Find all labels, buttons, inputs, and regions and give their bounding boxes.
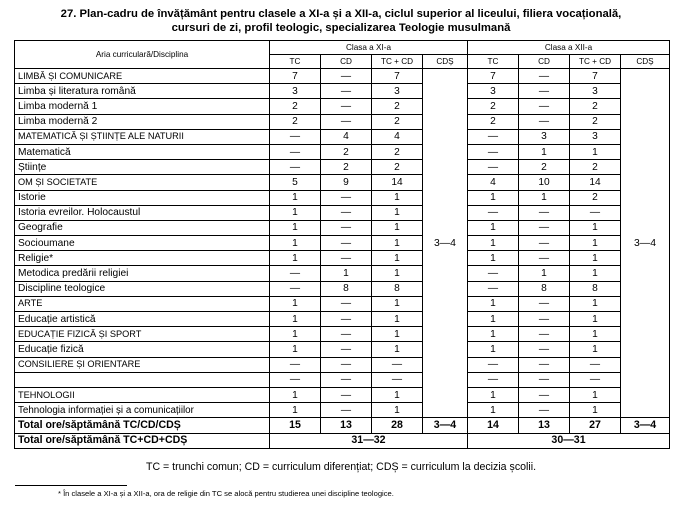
table-row <box>15 129 670 144</box>
g12-tccd-cell: 1 <box>570 236 621 251</box>
row-label: Istorie <box>15 190 270 205</box>
g12-cd-cell: — <box>519 236 570 251</box>
g12-tccd-cell: 2 <box>570 190 621 205</box>
g12-cd-cell: 2 <box>519 160 570 175</box>
g11-tccd-cell: — <box>372 372 423 387</box>
g12-cd-cell: — <box>519 372 570 387</box>
table-row <box>15 327 670 342</box>
g12-tccd-cell: 2 <box>570 160 621 175</box>
g11-tc-cell: 1 <box>270 220 321 235</box>
table-row <box>15 144 670 159</box>
g11-cd-cell: — <box>321 251 372 266</box>
g12-tc-cell: 3 <box>468 84 519 99</box>
total-g12-tccd: 27 <box>570 418 621 433</box>
g11-tc-cell: 1 <box>270 327 321 342</box>
g12-cds-range: 3—4 <box>621 69 670 418</box>
g12-tccd-cell: — <box>570 372 621 387</box>
row-label <box>15 372 270 387</box>
g12-tccd-cell: 1 <box>570 312 621 327</box>
g12-tc-cell: 1 <box>468 387 519 402</box>
g12-cd-cell: 1 <box>519 266 570 281</box>
g11-tccd-cell: 3 <box>372 84 423 99</box>
row-label: Metodica predării religiei <box>15 266 270 281</box>
row-label: Tehnologia informației și a comunicațiilor <box>15 403 270 418</box>
g11-tccd-cell: 1 <box>372 387 423 402</box>
g11-tccd-cell: 4 <box>372 129 423 144</box>
g12-tc-cell: — <box>468 281 519 296</box>
g12-tc-cell: — <box>468 266 519 281</box>
table-row <box>15 114 670 129</box>
row-label: Limba și literatura română <box>15 84 270 99</box>
g12-tccd-cell: 14 <box>570 175 621 190</box>
g11-tc-cell: — <box>270 357 321 372</box>
g12-cd-cell: — <box>519 357 570 372</box>
g12-cd-cell: 1 <box>519 144 570 159</box>
g12-cd-cell: — <box>519 84 570 99</box>
g12-cd-cell: — <box>519 114 570 129</box>
g11-tccd-cell: 1 <box>372 327 423 342</box>
total-g12-cds: 3—4 <box>621 418 670 433</box>
g11-tccd-cell: 2 <box>372 144 423 159</box>
g12-tc-cell: 2 <box>468 114 519 129</box>
g12-cd-cell: — <box>519 251 570 266</box>
g11-tc-cell: — <box>270 144 321 159</box>
g11-tccd-cell: 8 <box>372 281 423 296</box>
g12-tc-cell: — <box>468 129 519 144</box>
g11-cd-cell: — <box>321 357 372 372</box>
table-row <box>15 403 670 418</box>
g12-tc-cell: 7 <box>468 69 519 84</box>
g12-cd-cell: — <box>519 403 570 418</box>
table-row <box>15 387 670 402</box>
row-label: Educație fizică <box>15 342 270 357</box>
g12-tccd-cell: 1 <box>570 342 621 357</box>
g12-tccd-cell: 1 <box>570 296 621 311</box>
table-row <box>15 296 670 311</box>
table-row <box>15 69 670 84</box>
curriculum-body <box>15 69 670 449</box>
g11-tc-cell: — <box>270 281 321 296</box>
row-label: MATEMATICĂ ȘI ȘTIINȚE ALE NATURII <box>15 129 270 144</box>
g12-tc-cell: 2 <box>468 99 519 114</box>
g12-tccd-cell: 1 <box>570 327 621 342</box>
table-row <box>15 160 670 175</box>
g11-cd-cell: — <box>321 387 372 402</box>
g11-cd-cell: — <box>321 327 372 342</box>
g11-tc-cell: — <box>270 160 321 175</box>
row-label: TEHNOLOGII <box>15 387 270 402</box>
table-row <box>15 84 670 99</box>
g11-tccd-cell: 2 <box>372 160 423 175</box>
row-label: Științe <box>15 160 270 175</box>
g11-tccd-cell: 1 <box>372 312 423 327</box>
footnote-text: * În clasele a XI-a și a XII-a, ora de religie din TC se alocă pentru studierea unei discipline teologice. <box>58 489 394 498</box>
g12-tc-cell: 1 <box>468 220 519 235</box>
g11-cd-cell: — <box>321 84 372 99</box>
g11-tccd-cell: — <box>372 357 423 372</box>
total-split-label: Total ore/săptămână TC/CD/CDȘ <box>15 418 270 433</box>
g12-tccd-cell: 1 <box>570 144 621 159</box>
total-g11-tc: 15 <box>270 418 321 433</box>
g11-tccd-cell: 14 <box>372 175 423 190</box>
g12-tccd-header: TC + CD <box>570 55 621 69</box>
row-label: Educație artistică <box>15 312 270 327</box>
g12-tc-cell: — <box>468 160 519 175</box>
g11-cd-cell: — <box>321 99 372 114</box>
g11-cd-cell: — <box>321 205 372 220</box>
table-row <box>15 175 670 190</box>
g11-cd-cell: — <box>321 296 372 311</box>
g12-cd-header: CD <box>519 55 570 69</box>
g11-tc-cell: 7 <box>270 69 321 84</box>
table-row <box>15 266 670 281</box>
row-label: OM ȘI SOCIETATE <box>15 175 270 190</box>
g12-tccd-cell: 1 <box>570 220 621 235</box>
g11-tc-header: TC <box>270 55 321 69</box>
grade11-header: Clasa a XI-a <box>270 41 468 55</box>
g11-cd-cell: 8 <box>321 281 372 296</box>
row-label: CONSILIERE ȘI ORIENTARE <box>15 357 270 372</box>
g12-tc-cell: 1 <box>468 190 519 205</box>
g11-cd-cell: — <box>321 312 372 327</box>
g11-cd-cell: — <box>321 372 372 387</box>
g12-tc-cell: 1 <box>468 342 519 357</box>
g12-tccd-cell: 1 <box>570 251 621 266</box>
g11-tc-cell: 1 <box>270 236 321 251</box>
total-g11-cd: 13 <box>321 418 372 433</box>
g11-tc-cell: 1 <box>270 403 321 418</box>
grade12-header: Clasa a XII-a <box>468 41 670 55</box>
g12-cd-cell: — <box>519 69 570 84</box>
g11-cd-cell: 9 <box>321 175 372 190</box>
row-label: Limba modernă 2 <box>15 114 270 129</box>
g12-tc-header: TC <box>468 55 519 69</box>
row-label: ARTE <box>15 296 270 311</box>
g11-tccd-cell: 1 <box>372 342 423 357</box>
table-row <box>15 342 670 357</box>
g11-tc-cell: 2 <box>270 114 321 129</box>
row-label: EDUCAȚIE FIZICĂ ȘI SPORT <box>15 327 270 342</box>
g11-tc-cell: 1 <box>270 342 321 357</box>
g11-tccd-header: TC + CD <box>372 55 423 69</box>
g11-tc-cell: 1 <box>270 251 321 266</box>
g11-tc-cell: 1 <box>270 190 321 205</box>
g11-cds-range: 3—4 <box>423 69 468 418</box>
g11-cd-cell: — <box>321 220 372 235</box>
g12-cds-header: CDȘ <box>621 55 670 69</box>
g11-tc-cell: — <box>270 266 321 281</box>
g12-cd-cell: — <box>519 220 570 235</box>
table-row <box>15 190 670 205</box>
g12-tc-cell: 1 <box>468 403 519 418</box>
g12-cd-cell: — <box>519 342 570 357</box>
row-label: Matematică <box>15 144 270 159</box>
total-row-combined <box>15 433 670 448</box>
g11-tc-cell: 1 <box>270 205 321 220</box>
g12-tccd-cell: 8 <box>570 281 621 296</box>
g11-cd-cell: 1 <box>321 266 372 281</box>
header-row-1 <box>15 41 670 55</box>
table-row <box>15 220 670 235</box>
footnote-rule <box>15 485 127 486</box>
g11-tc-cell: 2 <box>270 99 321 114</box>
g12-tccd-cell: 2 <box>570 114 621 129</box>
g12-tc-cell: 1 <box>468 327 519 342</box>
g11-tccd-cell: 1 <box>372 220 423 235</box>
g11-tccd-cell: 2 <box>372 114 423 129</box>
row-label: Discipline teologice <box>15 281 270 296</box>
table-row <box>15 99 670 114</box>
g12-tccd-cell: 7 <box>570 69 621 84</box>
g12-tc-cell: — <box>468 372 519 387</box>
g12-cd-cell: 10 <box>519 175 570 190</box>
row-label: Istoria evreilor. Holocaustul <box>15 205 270 220</box>
g12-tc-cell: — <box>468 357 519 372</box>
total-combined-label: Total ore/săptămână TC+CD+CDȘ <box>15 433 270 448</box>
g12-tc-cell: 1 <box>468 236 519 251</box>
row-label: Limba modernă 1 <box>15 99 270 114</box>
g12-cd-cell: — <box>519 312 570 327</box>
g12-tc-cell: 1 <box>468 296 519 311</box>
g11-tccd-cell: 2 <box>372 99 423 114</box>
g11-cd-header: CD <box>321 55 372 69</box>
g11-tccd-cell: 1 <box>372 403 423 418</box>
g12-tccd-cell: 1 <box>570 266 621 281</box>
legend-text: TC = trunchi comun; CD = curriculum diferențiat; CDȘ = curriculum la decizia școlii. <box>145 461 537 473</box>
table-row <box>15 312 670 327</box>
total-g11-tccd: 28 <box>372 418 423 433</box>
g12-cd-cell: — <box>519 327 570 342</box>
g11-tc-cell: 1 <box>270 296 321 311</box>
total-g12-tc: 14 <box>468 418 519 433</box>
g11-tc-cell: 1 <box>270 387 321 402</box>
g11-tccd-cell: 1 <box>372 236 423 251</box>
g12-tc-cell: 1 <box>468 251 519 266</box>
curriculum-table <box>14 40 670 449</box>
g11-tccd-cell: 1 <box>372 205 423 220</box>
g12-tc-cell: 4 <box>468 175 519 190</box>
g11-tccd-cell: 1 <box>372 251 423 266</box>
total-g12-combined: 30—31 <box>468 433 670 448</box>
table-row <box>15 357 670 372</box>
g11-tccd-cell: 1 <box>372 190 423 205</box>
g11-tc-cell: 5 <box>270 175 321 190</box>
table-row <box>15 251 670 266</box>
row-label: Religie* <box>15 251 270 266</box>
table-row <box>15 372 670 387</box>
g11-cd-cell: 2 <box>321 160 372 175</box>
g11-cds-header: CDȘ <box>423 55 468 69</box>
g12-tccd-cell: 1 <box>570 387 621 402</box>
g12-tccd-cell: 2 <box>570 99 621 114</box>
g12-tccd-cell: — <box>570 357 621 372</box>
g12-cd-cell: — <box>519 205 570 220</box>
total-g12-cd: 13 <box>519 418 570 433</box>
g11-tc-cell: 3 <box>270 84 321 99</box>
g11-tccd-cell: 7 <box>372 69 423 84</box>
g12-tc-cell: 1 <box>468 312 519 327</box>
g12-cd-cell: 8 <box>519 281 570 296</box>
g12-tc-cell: — <box>468 144 519 159</box>
g12-tccd-cell: 1 <box>570 403 621 418</box>
table-row <box>15 205 670 220</box>
document-title-line-2: cursuri de zi, profil teologic, specializarea Teologie musulmană <box>171 22 511 34</box>
area-header: Aria curriculară/Disciplina <box>15 41 270 69</box>
total-row-split <box>15 418 670 433</box>
row-label: Geografie <box>15 220 270 235</box>
table-row <box>15 236 670 251</box>
g12-cd-cell: 1 <box>519 190 570 205</box>
g12-tccd-cell: 3 <box>570 129 621 144</box>
g11-cd-cell: — <box>321 69 372 84</box>
g11-cd-cell: — <box>321 114 372 129</box>
g11-cd-cell: 2 <box>321 144 372 159</box>
g11-tccd-cell: 1 <box>372 296 423 311</box>
g11-cd-cell: — <box>321 342 372 357</box>
table-row <box>15 281 670 296</box>
g11-cd-cell: — <box>321 403 372 418</box>
total-g11-combined: 31—32 <box>270 433 468 448</box>
g11-tc-cell: 1 <box>270 312 321 327</box>
g12-cd-cell: — <box>519 296 570 311</box>
g11-tccd-cell: 1 <box>372 266 423 281</box>
g12-tccd-cell: 3 <box>570 84 621 99</box>
document-title-line-1: 27. Plan-cadru de învățământ pentru clasele a XI-a și a XII-a, ciclul superior al liceului, filiera vocațională, <box>60 8 622 20</box>
g11-tc-cell: — <box>270 129 321 144</box>
g12-tc-cell: — <box>468 205 519 220</box>
g11-cd-cell: — <box>321 236 372 251</box>
total-g11-cds: 3—4 <box>423 418 468 433</box>
row-label: Socioumane <box>15 236 270 251</box>
g12-cd-cell: — <box>519 387 570 402</box>
g12-cd-cell: — <box>519 99 570 114</box>
g11-cd-cell: — <box>321 190 372 205</box>
row-label: LIMBĂ ȘI COMUNICARE <box>15 69 270 84</box>
g11-cd-cell: 4 <box>321 129 372 144</box>
g11-tc-cell: — <box>270 372 321 387</box>
g12-cd-cell: 3 <box>519 129 570 144</box>
g12-tccd-cell: — <box>570 205 621 220</box>
